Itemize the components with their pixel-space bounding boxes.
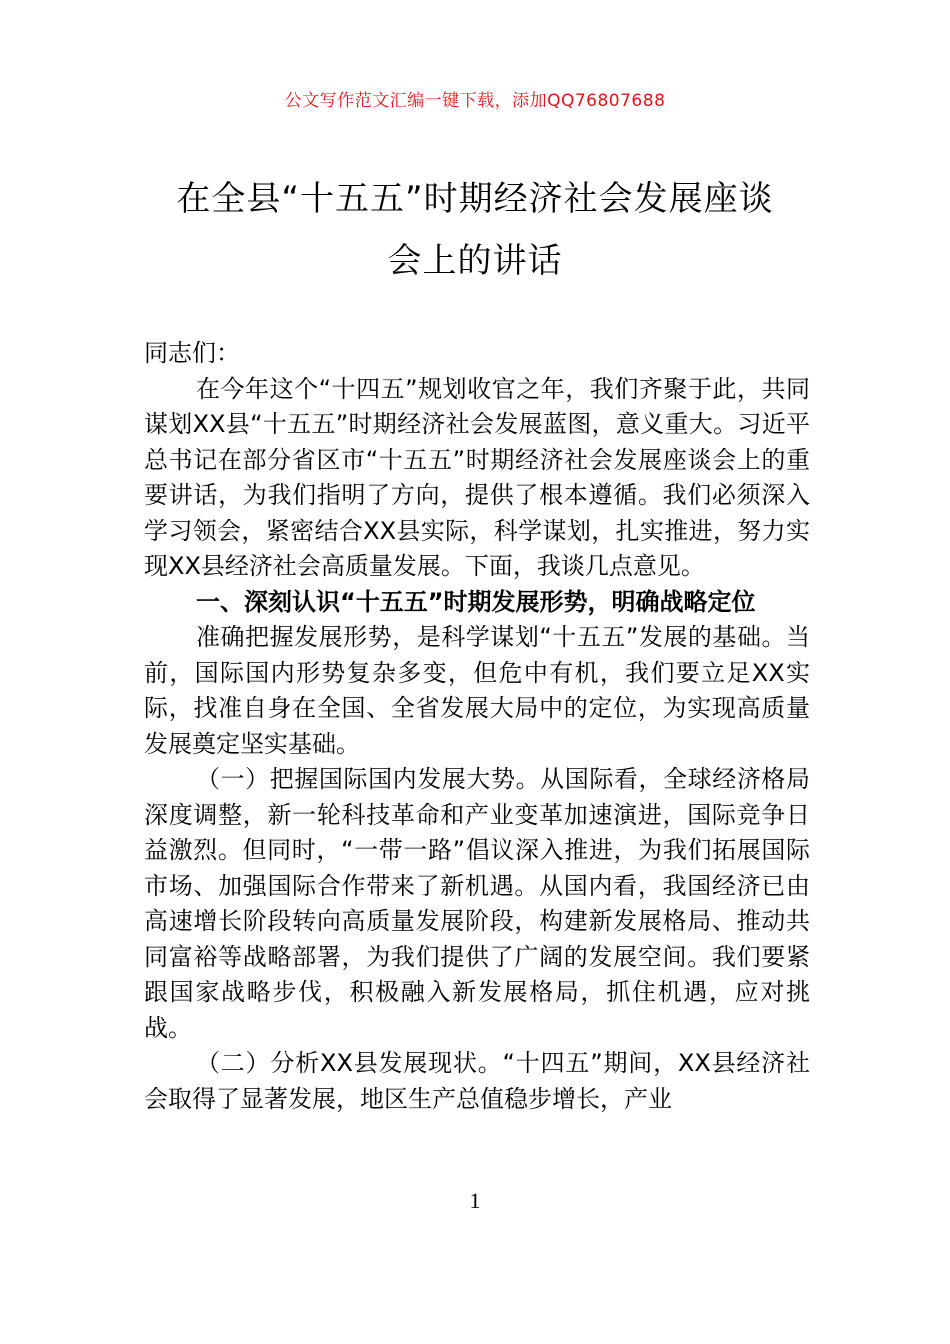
header-download-note: 公文写作范文汇编一键下载，添加QQ76807688 (284, 91, 666, 111)
page-number: 1 (469, 1188, 481, 1213)
salutation: 同志们： (144, 339, 240, 367)
paragraph-section-1-intro: 准确把握发展形势，是科学谋划“十五五”发展的基础。当前，国际国内形势复杂多变，但危中有机，我们要立足XX实际，找准自身在全国、全省发展大局中的定位，为实现高质量发展奠定坚实基础。 (144, 623, 810, 758)
title-line-2: 会上的讲话 (387, 241, 563, 281)
paragraph-subsection-1: （一）把握国际国内发展大势。从国际看，全球经济格局深度调整，新一轮科技革命和产业变革加速演进，国际竞争日益激烈。但同时，“一带一路”倡议深入推进，为我们拓展国际市场、加强国际合作带来了新机遇。从国内看，我国经济已由高速增长阶段转向高质量发展阶段，构建新发展格局、推动共同富裕等战略部署，为我们提供了广阔的发展空间。我们要紧跟国家战略步伐，积极融入新发展格局，抓住机遇，应对挑战。 (144, 765, 810, 1042)
document-body (144, 336, 810, 1117)
paragraph-intro: 在今年这个“十四五”规划收官之年，我们齐聚于此，共同谋划XX县“十五五”时期经济社会发展蓝图，意义重大。习近平总书记在部分省区市“十五五”时期经济社会发展座谈会上的重要讲话，为我们指明了方向，提供了根本遵循。我们必须深入学习领会，紧密结合XX县实际，科学谋划，扎实推进，努力实现XX县经济社会高质量发展。下面，我谈几点意见。 (144, 374, 810, 580)
section-heading-1: 一、深刻认识“十五五”时期发展形势，明确战略定位 (196, 587, 756, 616)
title-line-1: 在全县“十五五”时期经济社会发展座谈 (176, 179, 774, 219)
document-title (140, 168, 810, 292)
paragraph-subsection-2: （二）分析XX县发展现状。“十四五”期间，XX县经济社会取得了显著发展，地区生产总值稳步增长，产业 (144, 1049, 810, 1113)
